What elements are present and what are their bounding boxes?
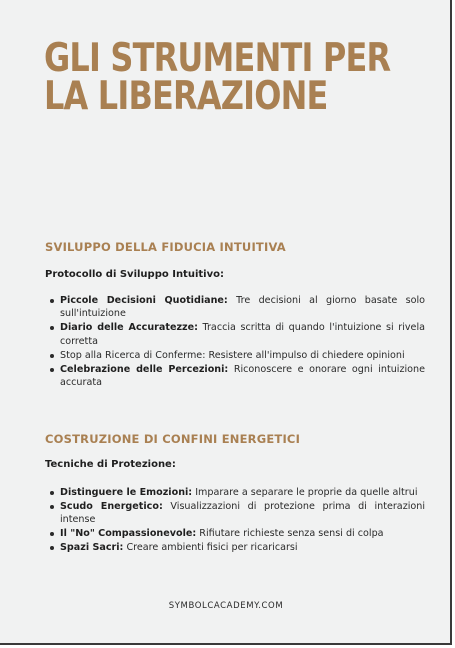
list-item-text: Visualizzazioni di protezione prima di interazioni intense [60, 501, 426, 526]
section-subheading-protocollo: Protocollo di Sviluppo Intuitivo: [45, 269, 224, 280]
title-line-1: GLI STRUMENTI PER [44, 36, 391, 81]
list-item-term: Spazi Sacri: [60, 542, 124, 554]
footer-website: SYMBOLCACADEMY.COM [168, 601, 284, 611]
list-item-term: Piccole Decisioni Quotidiane: [60, 295, 228, 306]
page-title [44, 36, 391, 119]
list-item-term: Diario delle Accuratezze: [60, 322, 198, 334]
list-item-term: Il "No" Compassionevole: [60, 528, 197, 540]
title-line-2: LA LIBERAZIONE [44, 74, 328, 119]
section-heading-confini: COSTRUZIONE DI CONFINI ENERGETICI [45, 432, 301, 446]
list-item-text: Imparare a separare le proprie da quelle altrui [192, 487, 418, 498]
list-item [60, 321, 425, 348]
list-item-text: Tre decisioni al giorno basate solo sull'intuizione [60, 295, 425, 320]
section-heading-fiducia: SVILUPPO DELLA FIDUCIA INTUITIVA [45, 240, 286, 254]
list-item-term: Distinguere le Emozioni: [60, 487, 193, 498]
list-item [60, 349, 425, 362]
list-item [60, 527, 425, 540]
list-item-term: Scudo Energetico: [60, 501, 163, 512]
section-subheading-tecniche: Tecniche di Protezione: [45, 459, 176, 470]
list-item [60, 500, 425, 527]
list-item [60, 486, 425, 499]
list-item [60, 363, 425, 390]
list-item [60, 294, 425, 321]
list-item-text: Stop alla Ricerca di Conferme: Resistere all'impulso di chiedere opinioni [60, 349, 405, 361]
list-item [60, 541, 425, 554]
list-item-text: Creare ambienti fisici per ricaricarsi [123, 542, 298, 554]
list-item-term: Celebrazione delle Percezioni: [60, 363, 229, 375]
list-item-text: Riconoscere e onorare ogni intuizione accurata [60, 363, 425, 389]
list-item-text: Traccia scritta di quando l'intuizione si rivela corretta [60, 322, 425, 347]
bullet-list-fiducia [45, 294, 425, 390]
bullet-list-confini [45, 486, 425, 555]
list-item-text: Rifiutare richieste senza sensi di colpa [196, 528, 384, 540]
